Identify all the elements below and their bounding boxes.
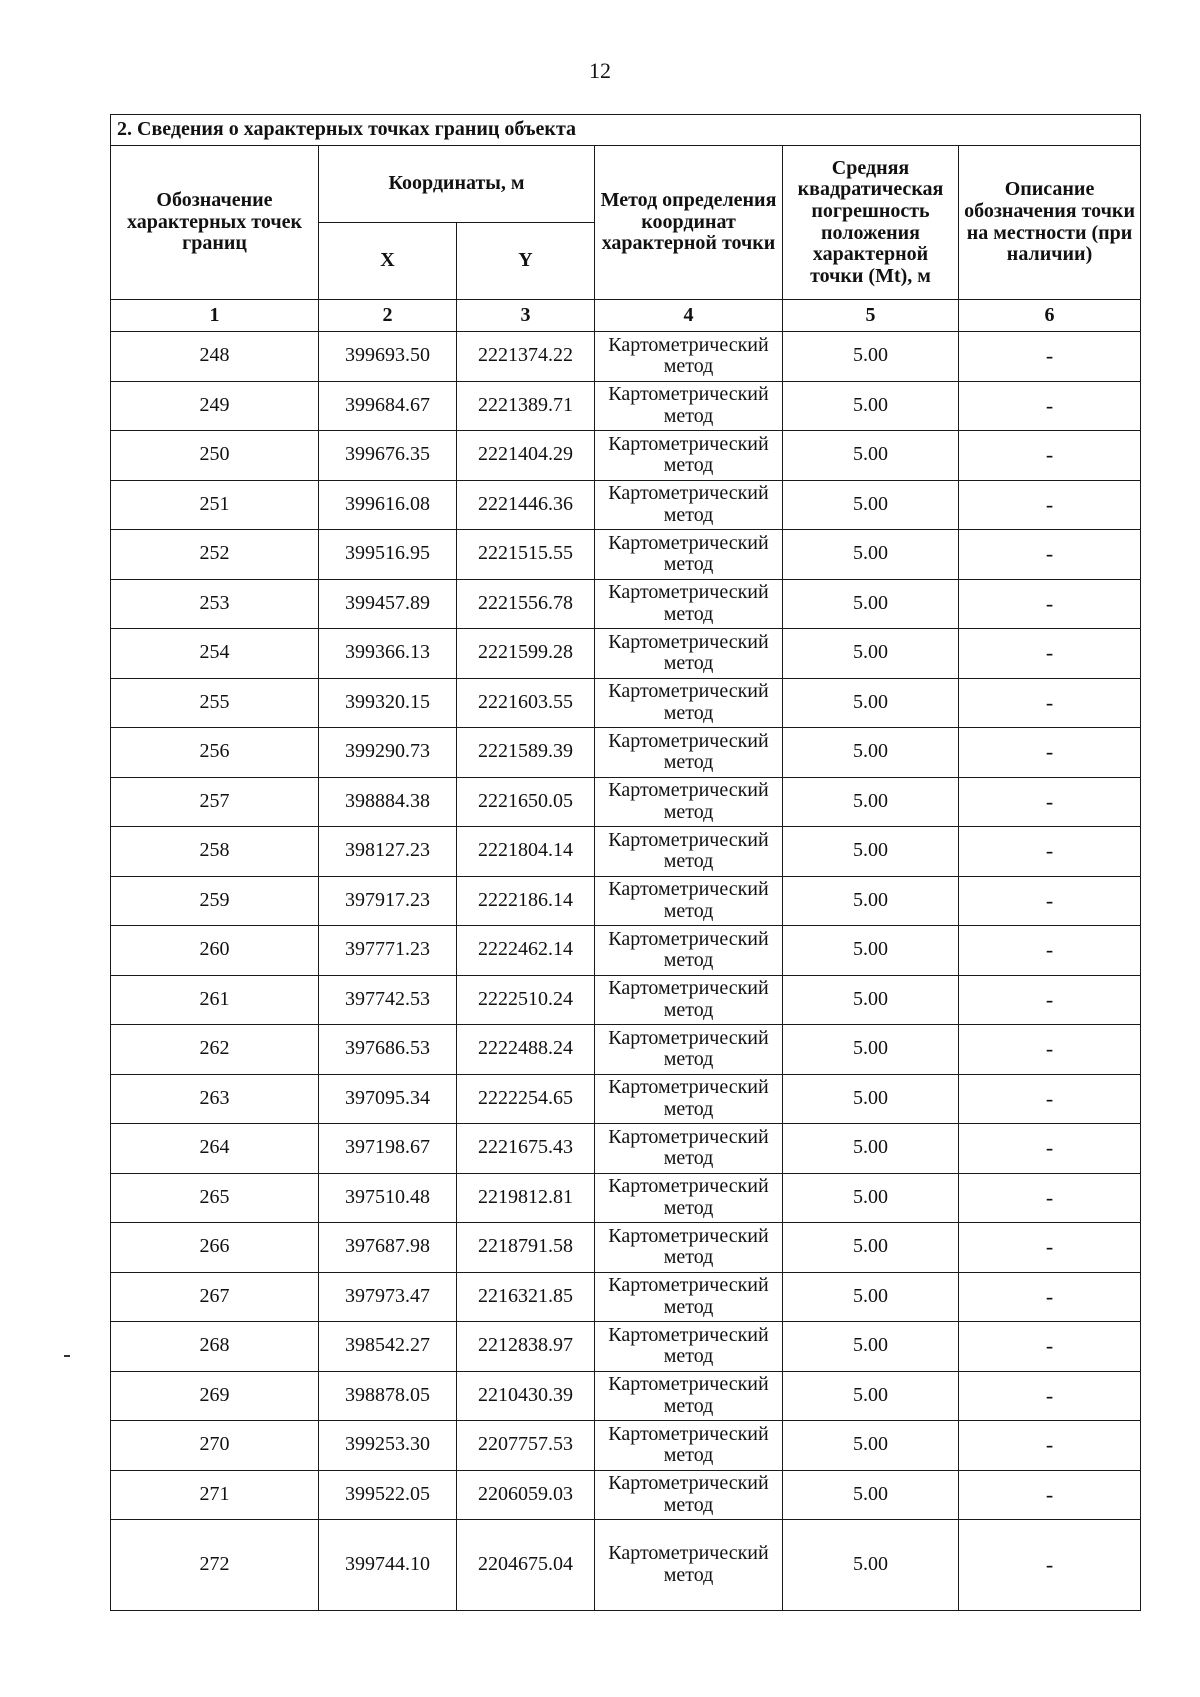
y-coordinate-cell: 2221599.28 — [457, 629, 595, 679]
table-row — [111, 678, 1141, 728]
mean-error-cell: 5.00 — [783, 1322, 959, 1372]
point-designation-cell: 272 — [111, 1520, 319, 1611]
table-row — [111, 1124, 1141, 1174]
table-row — [111, 1272, 1141, 1322]
point-designation-cell: 265 — [111, 1173, 319, 1223]
description-cell: - — [959, 1074, 1141, 1124]
x-coordinate-cell: 399320.15 — [319, 678, 457, 728]
y-coordinate-cell: 2221389.71 — [457, 381, 595, 431]
x-coordinate-cell: 399684.67 — [319, 381, 457, 431]
point-designation-cell: 264 — [111, 1124, 319, 1174]
table-row — [111, 1173, 1141, 1223]
mean-error-cell: 5.00 — [783, 431, 959, 481]
header-method: Метод определения координат характерной точки — [595, 146, 783, 300]
y-coordinate-cell: 2204675.04 — [457, 1520, 595, 1611]
x-coordinate-cell: 399366.13 — [319, 629, 457, 679]
method-cell: Картометрический метод — [595, 1074, 783, 1124]
method-cell: Картометрический метод — [595, 1421, 783, 1471]
description-cell: - — [959, 1124, 1141, 1174]
point-designation-cell: 258 — [111, 827, 319, 877]
mean-error-cell: 5.00 — [783, 1470, 959, 1520]
y-coordinate-cell: 2222186.14 — [457, 876, 595, 926]
mean-error-cell: 5.00 — [783, 1520, 959, 1611]
table-row — [111, 381, 1141, 431]
page-number: 12 — [589, 58, 611, 83]
mean-error-cell: 5.00 — [783, 381, 959, 431]
description-cell: - — [959, 926, 1141, 976]
method-cell: Картометрический метод — [595, 975, 783, 1025]
y-coordinate-cell: 2221515.55 — [457, 530, 595, 580]
mean-error-cell: 5.00 — [783, 1421, 959, 1471]
point-designation-cell: 257 — [111, 777, 319, 827]
method-cell: Картометрический метод — [595, 1322, 783, 1372]
x-coordinate-cell: 397198.67 — [319, 1124, 457, 1174]
x-coordinate-cell: 399516.95 — [319, 530, 457, 580]
section-title: 2. Сведения о характерных точках границ объекта — [111, 115, 1141, 146]
x-coordinate-cell: 399693.50 — [319, 332, 457, 382]
column-number: 2 — [319, 300, 457, 332]
y-coordinate-cell: 2206059.03 — [457, 1470, 595, 1520]
description-cell: - — [959, 629, 1141, 679]
method-cell: Картометрический метод — [595, 1173, 783, 1223]
x-coordinate-cell: 399676.35 — [319, 431, 457, 481]
method-cell: Картометрический метод — [595, 926, 783, 976]
description-cell: - — [959, 876, 1141, 926]
mean-error-cell: 5.00 — [783, 1371, 959, 1421]
point-designation-cell: 266 — [111, 1223, 319, 1273]
column-number-row — [111, 300, 1141, 332]
method-cell: Картометрический метод — [595, 1470, 783, 1520]
table-row — [111, 1371, 1141, 1421]
y-coordinate-cell: 2221446.36 — [457, 480, 595, 530]
point-designation-cell: 254 — [111, 629, 319, 679]
y-coordinate-cell: 2221556.78 — [457, 579, 595, 629]
x-coordinate-cell: 397973.47 — [319, 1272, 457, 1322]
table-row — [111, 629, 1141, 679]
table-row — [111, 876, 1141, 926]
description-cell: - — [959, 431, 1141, 481]
point-designation-cell: 253 — [111, 579, 319, 629]
table-row — [111, 975, 1141, 1025]
point-designation-cell: 252 — [111, 530, 319, 580]
x-coordinate-cell: 397771.23 — [319, 926, 457, 976]
x-coordinate-cell: 397917.23 — [319, 876, 457, 926]
method-cell: Картометрический метод — [595, 777, 783, 827]
column-number: 1 — [111, 300, 319, 332]
method-cell: Картометрический метод — [595, 629, 783, 679]
point-designation-cell: 248 — [111, 332, 319, 382]
point-designation-cell: 271 — [111, 1470, 319, 1520]
method-cell: Картометрический метод — [595, 381, 783, 431]
description-cell: - — [959, 1272, 1141, 1322]
table-row — [111, 777, 1141, 827]
method-cell: Картометрический метод — [595, 431, 783, 481]
y-coordinate-cell: 2222510.24 — [457, 975, 595, 1025]
x-coordinate-cell: 399457.89 — [319, 579, 457, 629]
description-cell: - — [959, 530, 1141, 580]
mean-error-cell: 5.00 — [783, 629, 959, 679]
column-number: 3 — [457, 300, 595, 332]
y-coordinate-cell: 2212838.97 — [457, 1322, 595, 1372]
method-cell: Картометрический метод — [595, 876, 783, 926]
mean-error-cell: 5.00 — [783, 827, 959, 877]
description-cell: - — [959, 480, 1141, 530]
x-coordinate-cell: 397687.98 — [319, 1223, 457, 1273]
table-row — [111, 480, 1141, 530]
method-cell: Картометрический метод — [595, 480, 783, 530]
table-row — [111, 431, 1141, 481]
x-coordinate-cell: 397510.48 — [319, 1173, 457, 1223]
description-cell: - — [959, 777, 1141, 827]
y-coordinate-cell: 2221589.39 — [457, 728, 595, 778]
mean-error-cell: 5.00 — [783, 777, 959, 827]
description-cell: - — [959, 1173, 1141, 1223]
x-coordinate-cell: 397686.53 — [319, 1025, 457, 1075]
description-cell: - — [959, 1025, 1141, 1075]
description-cell: - — [959, 332, 1141, 382]
description-cell: - — [959, 1371, 1141, 1421]
mean-error-cell: 5.00 — [783, 1025, 959, 1075]
mean-error-cell: 5.00 — [783, 1223, 959, 1273]
x-coordinate-cell: 398127.23 — [319, 827, 457, 877]
table-row — [111, 728, 1141, 778]
point-designation-cell: 251 — [111, 480, 319, 530]
method-cell: Картометрический метод — [595, 827, 783, 877]
point-designation-cell: 269 — [111, 1371, 319, 1421]
y-coordinate-cell: 2222488.24 — [457, 1025, 595, 1075]
mean-error-cell: 5.00 — [783, 876, 959, 926]
point-designation-cell: 260 — [111, 926, 319, 976]
method-cell: Картометрический метод — [595, 1520, 783, 1611]
table-row — [111, 579, 1141, 629]
y-coordinate-cell: 2219812.81 — [457, 1173, 595, 1223]
table-row — [111, 1223, 1141, 1273]
point-designation-cell: 267 — [111, 1272, 319, 1322]
method-cell: Картометрический метод — [595, 678, 783, 728]
point-designation-cell: 259 — [111, 876, 319, 926]
table-row — [111, 926, 1141, 976]
point-designation-cell: 255 — [111, 678, 319, 728]
table-row — [111, 1470, 1141, 1520]
description-cell: - — [959, 1223, 1141, 1273]
table-row — [111, 827, 1141, 877]
method-cell: Картометрический метод — [595, 579, 783, 629]
method-cell: Картометрический метод — [595, 530, 783, 580]
x-coordinate-cell: 398542.27 — [319, 1322, 457, 1372]
mean-error-cell: 5.00 — [783, 1074, 959, 1124]
table-row — [111, 1520, 1141, 1611]
point-designation-cell: 268 — [111, 1322, 319, 1372]
mean-error-cell: 5.00 — [783, 480, 959, 530]
mean-error-cell: 5.00 — [783, 1272, 959, 1322]
table-body — [111, 332, 1141, 1611]
mean-error-cell: 5.00 — [783, 530, 959, 580]
mean-error-cell: 5.00 — [783, 1124, 959, 1174]
y-coordinate-cell: 2218791.58 — [457, 1223, 595, 1273]
column-number: 4 — [595, 300, 783, 332]
mean-error-cell: 5.00 — [783, 926, 959, 976]
y-coordinate-cell: 2210430.39 — [457, 1371, 595, 1421]
y-coordinate-cell: 2222462.14 — [457, 926, 595, 976]
mean-error-cell: 5.00 — [783, 579, 959, 629]
y-coordinate-cell: 2221675.43 — [457, 1124, 595, 1174]
description-cell: - — [959, 1520, 1141, 1611]
column-number: 5 — [783, 300, 959, 332]
method-cell: Картометрический метод — [595, 1223, 783, 1273]
x-coordinate-cell: 399522.05 — [319, 1470, 457, 1520]
boundary-points-table — [110, 114, 1141, 1611]
point-designation-cell: 262 — [111, 1025, 319, 1075]
mean-error-cell: 5.00 — [783, 728, 959, 778]
description-cell: - — [959, 381, 1141, 431]
method-cell: Картометрический метод — [595, 728, 783, 778]
x-coordinate-cell: 399744.10 — [319, 1520, 457, 1611]
point-designation-cell: 261 — [111, 975, 319, 1025]
table-row — [111, 1421, 1141, 1471]
margin-mark — [64, 1355, 70, 1357]
point-designation-cell: 249 — [111, 381, 319, 431]
y-coordinate-cell: 2221603.55 — [457, 678, 595, 728]
description-cell: - — [959, 1470, 1141, 1520]
description-cell: - — [959, 827, 1141, 877]
y-coordinate-cell: 2216321.85 — [457, 1272, 595, 1322]
table-row — [111, 530, 1141, 580]
y-coordinate-cell: 2207757.53 — [457, 1421, 595, 1471]
y-coordinate-cell: 2221404.29 — [457, 431, 595, 481]
description-cell: - — [959, 579, 1141, 629]
x-coordinate-cell: 397742.53 — [319, 975, 457, 1025]
mean-error-cell: 5.00 — [783, 975, 959, 1025]
table-row — [111, 1074, 1141, 1124]
mean-error-cell: 5.00 — [783, 678, 959, 728]
y-coordinate-cell: 2221804.14 — [457, 827, 595, 877]
column-number: 6 — [959, 300, 1141, 332]
header-mean-error: Средняя квадратическая погрешность положения характерной точки (Mt), м — [783, 146, 959, 300]
method-cell: Картометрический метод — [595, 332, 783, 382]
x-coordinate-cell: 398878.05 — [319, 1371, 457, 1421]
description-cell: - — [959, 1322, 1141, 1372]
header-y: Y — [457, 223, 595, 300]
x-coordinate-cell: 398884.38 — [319, 777, 457, 827]
point-designation-cell: 270 — [111, 1421, 319, 1471]
description-cell: - — [959, 975, 1141, 1025]
header-x: X — [319, 223, 457, 300]
x-coordinate-cell: 399290.73 — [319, 728, 457, 778]
x-coordinate-cell: 399616.08 — [319, 480, 457, 530]
y-coordinate-cell: 2221650.05 — [457, 777, 595, 827]
method-cell: Картометрический метод — [595, 1025, 783, 1075]
point-designation-cell: 250 — [111, 431, 319, 481]
description-cell: - — [959, 678, 1141, 728]
description-cell: - — [959, 728, 1141, 778]
mean-error-cell: 5.00 — [783, 332, 959, 382]
header-point-designation: Обозначение характерных точек границ — [111, 146, 319, 300]
point-designation-cell: 256 — [111, 728, 319, 778]
table-row — [111, 1322, 1141, 1372]
table-row — [111, 1025, 1141, 1075]
header-coordinates: Координаты, м — [319, 146, 595, 223]
y-coordinate-cell: 2222254.65 — [457, 1074, 595, 1124]
method-cell: Картометрический метод — [595, 1272, 783, 1322]
y-coordinate-cell: 2221374.22 — [457, 332, 595, 382]
point-designation-cell: 263 — [111, 1074, 319, 1124]
header-description: Описание обозначения точки на местности (при наличии) — [959, 146, 1141, 300]
description-cell: - — [959, 1421, 1141, 1471]
method-cell: Картометрический метод — [595, 1124, 783, 1174]
mean-error-cell: 5.00 — [783, 1173, 959, 1223]
table-row — [111, 332, 1141, 382]
x-coordinate-cell: 397095.34 — [319, 1074, 457, 1124]
method-cell: Картометрический метод — [595, 1371, 783, 1421]
x-coordinate-cell: 399253.30 — [319, 1421, 457, 1471]
